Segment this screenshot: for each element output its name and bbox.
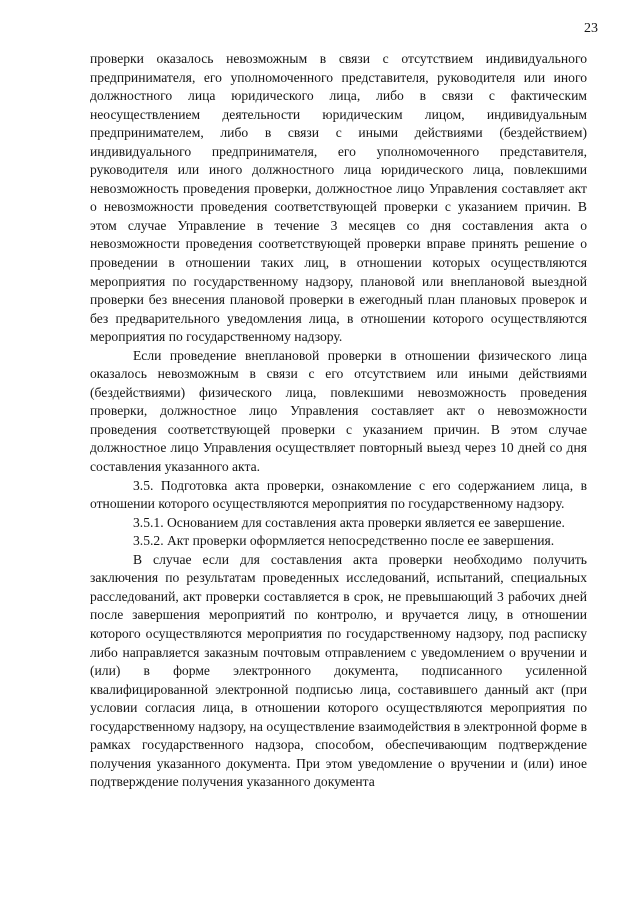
page-number: 23 [584, 21, 598, 36]
section-3-5-1: 3.5.1. Основанием для составления акта проверки является ее завершение. [133, 514, 565, 530]
section-3-5: 3.5. Подготовка акта проверки, ознакомление с его содержанием лица, в отношении которого осуществляются мероприятия по государственному надзору. [90, 477, 587, 512]
paragraph-act-delivery: В случае если для составления акта проверки необходимо получить заключения по результатам проведенных исследований, испытаний, специальных расследований, акт проверки составляется в срок, не превышающий 3 рабочих дней после завершения мероприятий по контролю, и вручается лицу, в отношении которого осуществляются мероприятия по государственному надзору, под расписку либо направляется заказным почтовым отправлением с уведомлением о вручении и (или) в форме электронного документа, подписанного усиленной квалифицированной электронной подписью лица, составившего данный акт (при условии согласия лица, в отношении которого осуществляются мероприятия по государственному надзору, на осуществление взаимодействия в электронной форме в рамках государственного надзора, способом, обеспечивающим подтверждение получения указанного документа. При этом уведомление о вручении и (или) иное подтверждение получения указанного документа [90, 551, 587, 790]
section-3-5-2: 3.5.2. Акт проверки оформляется непосредственно после ее завершения. [133, 533, 555, 549]
paragraph-continuation: проверки оказалось невозможным в связи с отсутствием индивидуального предпринимателя, его уполномоченного представителя, руководителя или иного должностного лица юридического лица, либо в связи с фактическим неосуществлением деятельности юридическим лицом, индивидуальным предпринимателем, либо в связи с иными действиями (бездействием) индивидуального предпринимателя, его уполномоченного представителя, руководителя или иного должностного лица юридического лица, повлекшими невозможность проведения проверки, должностное лицо Управления составляет акт о невозможности проведения соответствующей проверки с указанием причин. В этом случае Управление в течение 3 месяцев со дня составления акта о невозможности проведения соответствующей проверки вправе принять решение о проведении в отношении таких лиц, в отношении которых осуществляются мероприятия по государственному надзору, плановой или внеплановой выездной проверки без внесения плановой проверки в ежегодный план плановых проверок и без предварительного уведомления лица, в отношении которого осуществляются мероприятия по государственному надзору. [90, 51, 587, 345]
document-body [90, 50, 587, 792]
paragraph-physical-person: Если проведение внеплановой проверки в отношении физического лица оказалось невозможным в связи с его отсутствием или иными действиями (бездействиями) физического лица, повлекшими невозможность проведения проверки, должностное лицо Управления составляет акт о невозможности проведения соответствующей проверки с указанием причин. В этом случае должностное лицо Управления осуществляет повторный выезд через 10 дней со дня составления указанного акта. [90, 347, 587, 475]
